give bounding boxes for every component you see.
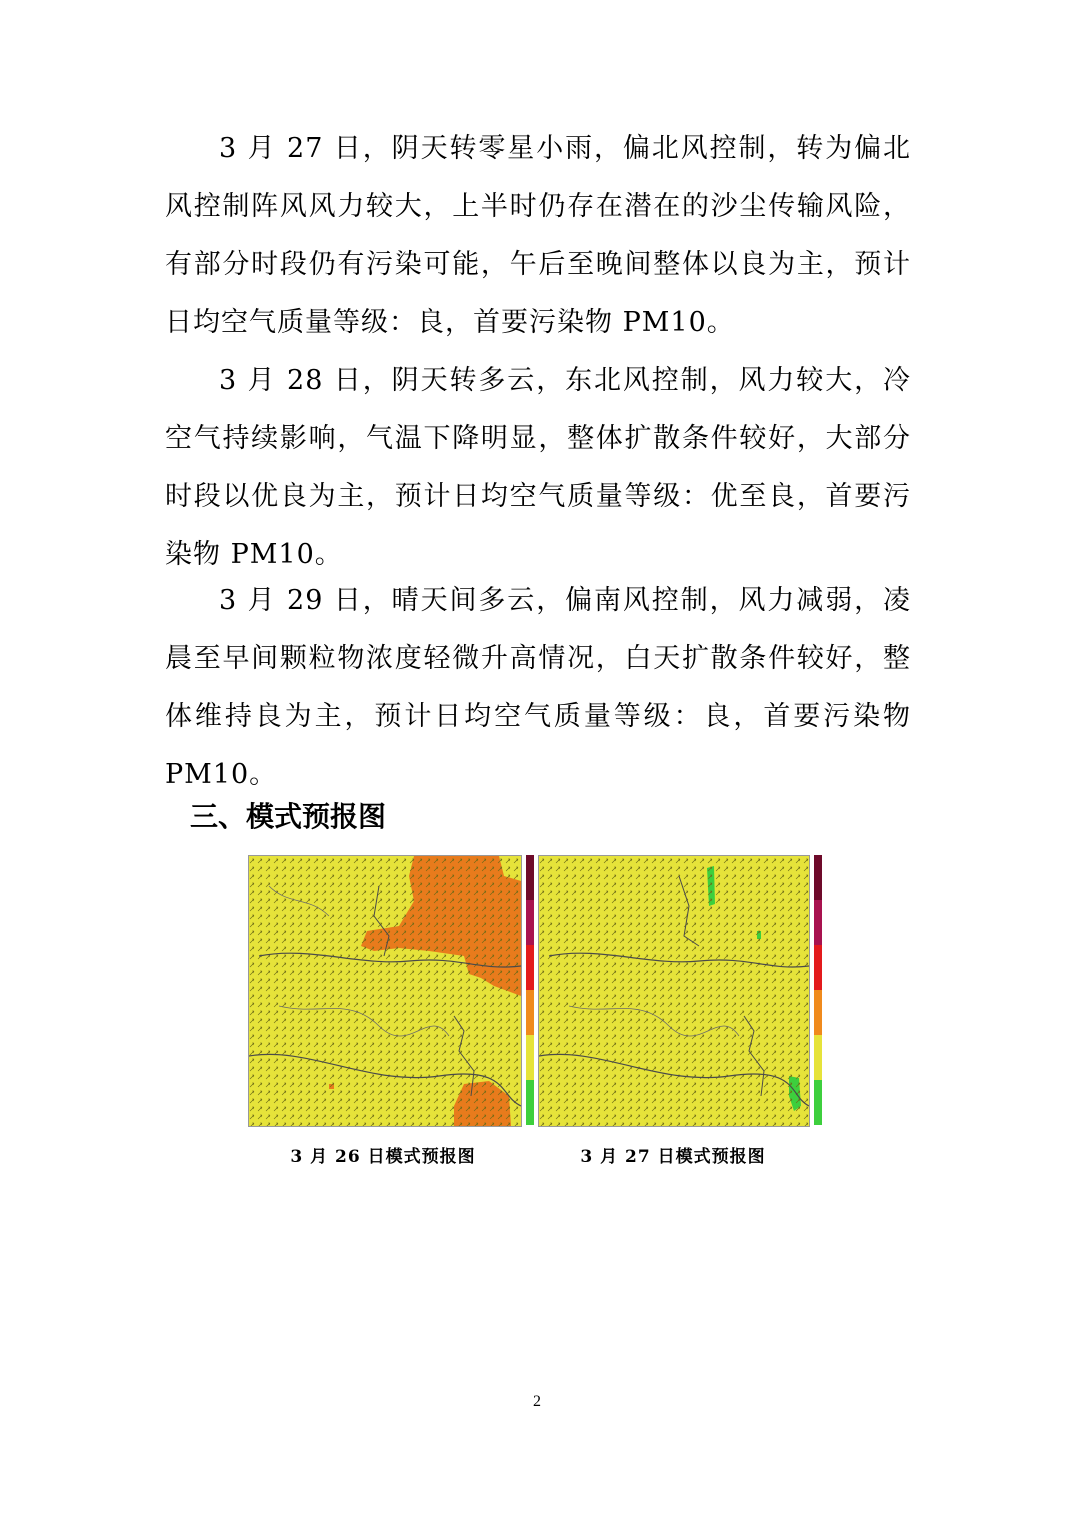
colorbar-2 (814, 855, 822, 1125)
figure-caption-2: 3 月 27 日模式预报图 (580, 1147, 766, 1167)
forecast-map-1 (248, 855, 522, 1127)
paragraph-mar27: 3 月 27 日，阴天转零星小雨，偏北风控制，转为偏北风控制阵风风力较大，上半时仍存在潜在的沙尘传输风险，有部分时段仍有污染可能，午后至晚间整体以良为主，预计日均空气质量等级：良，首要污染物 PM10。 (165, 133, 911, 338)
colorbar-1 (526, 855, 534, 1125)
forecast-map-2 (538, 855, 810, 1127)
figure-caption-1: 3 月 26 日模式预报图 (290, 1147, 476, 1167)
section-heading: 三、模式预报图 (190, 800, 387, 833)
page-number: 2 (533, 1393, 541, 1410)
paragraph-mar28: 3 月 28 日，阴天转多云，东北风控制，风力较大，冷空气持续影响，气温下降明显，整体扩散条件较好，大部分时段以优良为主，预计日均空气质量等级：优至良，首要污染物 PM10。 (165, 365, 911, 570)
paragraph-mar29: 3 月 29 日，晴天间多云，偏南风控制，风力减弱，凌晨至早间颗粒物浓度轻微升高情况，白天扩散条件较好，整体维持良为主，预计日均空气质量等级：良，首要污染物 PM10。 (165, 585, 911, 790)
